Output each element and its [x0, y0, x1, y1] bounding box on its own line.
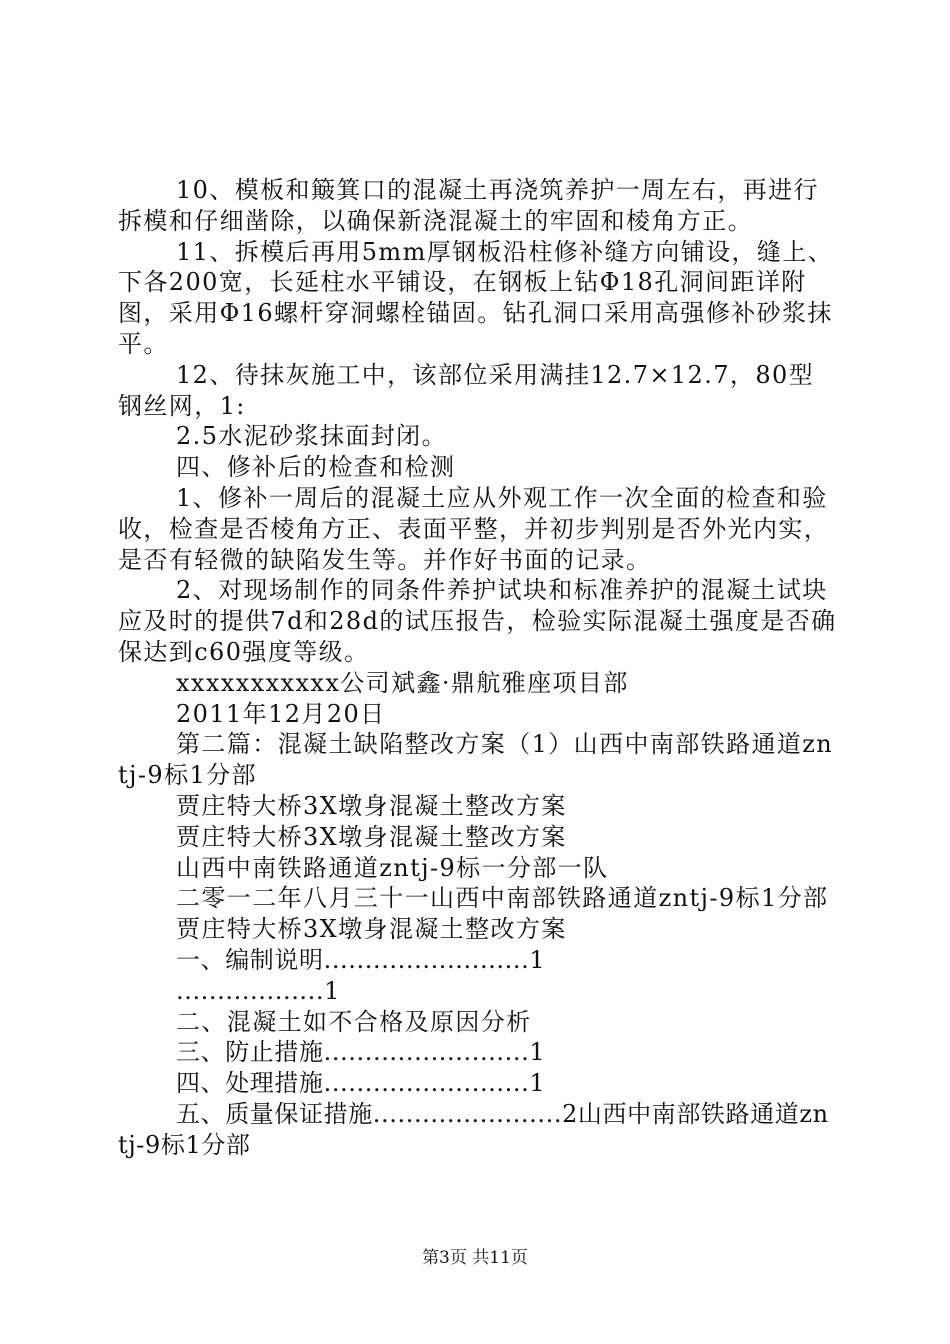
paragraph-12: 12、待抹灰施工中，该部位采用满挂12.7×12.7，80型钢丝网，1:: [118, 360, 815, 420]
plan-title-3: 贾庄特大桥3X墩身混凝土整改方案: [176, 915, 567, 944]
paragraph-10: 10、模板和簸箕口的混凝土再浇筑养护一周左右，再进行拆模和仔细凿除，以确保新浇混凝土的牢固和棱角方正。: [118, 176, 819, 235]
toc-item-1-continued: ..................1: [176, 976, 340, 1005]
company-signature: xxxxxxxxxxx公司斌鑫·鼎航雅座项目部: [176, 668, 629, 697]
toc-item-2: 二、混凝土如不合格及原因分析: [176, 1007, 532, 1036]
team-name: 山西中南铁路通道zntj-9标一分部一队: [176, 853, 609, 882]
paragraph-mortar: 2.5水泥砂浆抹面封闭。: [176, 422, 447, 451]
signature-date: 2011年12月20日: [176, 699, 386, 728]
plan-date: 二零一二年八月三十一山西中南部铁路通道zntj-9标1分部: [176, 884, 829, 913]
toc-item-5: 五、质量保证措施.......................2山西中南部铁路通道zntj-9标1分部: [118, 1099, 829, 1159]
paragraph-inspection-2: 2、对现场制作的同条件养护试块和标准养护的混凝土试块应及时的提供7d和28d的试压报告，检验实际混凝土强度是否确保达到c60强度等级。: [118, 576, 837, 666]
paragraph-11: 11、拆模后再用5mm厚钢板沿柱修补缝方向铺设，缝上、下各200宽，长延柱水平铺设，在钢板上钻Φ18孔洞间距详附图，采用Φ16螺杆穿洞螺栓锚固。钻孔洞口采用高强修补砂浆抹平。: [118, 237, 834, 358]
section-heading-inspection: 四、修补后的检查和检测: [176, 453, 456, 482]
toc-item-4: 四、处理措施.........................1: [176, 1069, 546, 1098]
toc-item-3: 三、防止措施.........................1: [176, 1038, 546, 1067]
document-body: [118, 175, 838, 1161]
plan-title-1: 贾庄特大桥3X墩身混凝土整改方案: [176, 791, 567, 820]
page-footer: 第3页 共11页: [422, 1248, 528, 1268]
paragraph-inspection-1: 1、修补一周后的混凝土应从外观工作一次全面的检查和验收，检查是否棱角方正、表面平整，并初步判别是否外光内实，是否有轻微的缺陷发生等。并作好书面的记录。: [118, 483, 830, 574]
plan-title-2: 贾庄特大桥3X墩身混凝土整改方案: [176, 822, 567, 851]
toc-item-1: 一、编制说明.........................1: [176, 945, 546, 974]
chapter-two-title: 第二篇：混凝土缺陷整改方案（1）山西中南部铁路通道zntj-9标1分部: [118, 730, 834, 790]
